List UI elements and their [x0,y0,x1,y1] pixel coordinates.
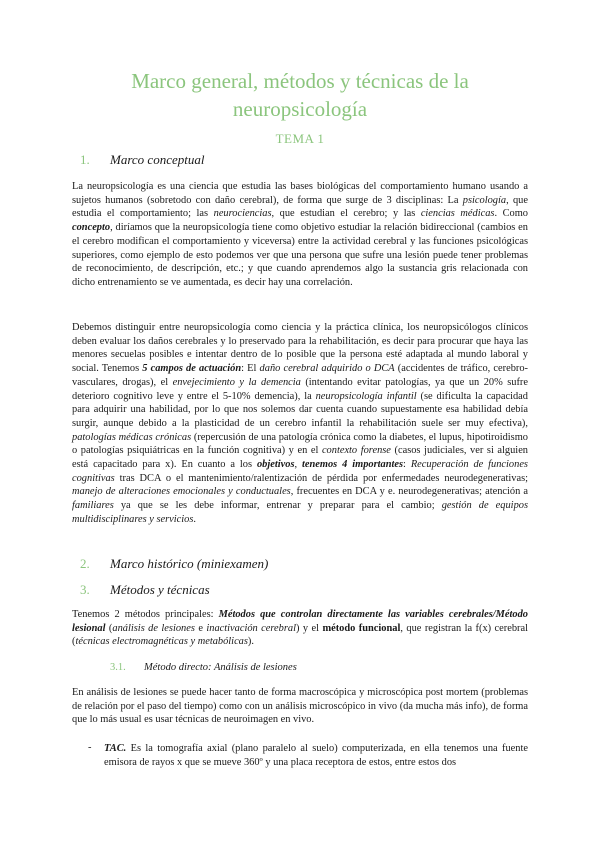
subsection-heading-3-1 [110,662,410,676]
bullet-marker: - [88,742,92,753]
section-heading-2 [80,556,380,574]
document-subtitle: TEMA 1 [275,131,325,146]
subsection-number: 3.1. [110,662,126,673]
document-title-line1: Marco general, métodos y técnicas de la [131,69,469,93]
section-number: 3. [80,582,90,597]
section-number: 2. [80,556,90,571]
paragraph-lesion-analysis: En análisis de lesiones se puede hacer tanto de forma macroscópica y microscópica post mortem (problemas de relación por el paso del tiempo) como con un análisis microscópico in vivo (da mucha más info), de forma que lo más usual es usar técnicas de neuroimagen en vivo. [72,687,528,726]
section-heading-1 [80,152,380,170]
paragraph-fields: Debemos distinguir entre neuropsicología como ciencia y la práctica clínica, los neuropsicólogos clínicos deben evaluar los daños cerebrales y lo preservado para la rehabilitación, es decir para procurar que haya las menores secuelas posibles e intentar dentro de lo posible que la persona esté adaptada al mundo laboral y social. Tenemos 5 campos de actuación: El daño cerebral adquirido o DCA (accidentes de tráfico, cerebro-vasculares, drogas), el envejecimiento y la demencia (intentando evitar patologías, ya que un 20% sufre deterioro cognitivo leve y entre el 5-10% demencia), la neuropsicología infantil (se dificulta la capacidad para adquirir una habilidad, por lo que nos solemos dar cuenta cuando supuestamente esa habilidad debía surgir, aunque debido a la plasticidad de un cerebro infantil la rehabilitación suele ser muy efectiva), patologías médicas crónicas (repercusión de una patología crónica como la diabetes, el lupus, hipotiroidismo o patologías psiquiátricas en la función cognitiva) y en el contexto forense (casos judiciales, ver si alguien está capacitado para x). En cuanto a los objetivos, tenemos 4 importantes: Recuperación de funciones cognitivas tras DCA o el mantenimiento/ralentización de pérdida por enfermedades neurodegenerativas; manejo de alteraciones emocionales y conductuales, frecuentes en DCA y e. neurodegenerativas; atención a familiares ya que se les debe informar, entrenar y preparar para el cambio; gestión de equipos multidisciplinares y servicios. [72,322,529,525]
subsection-label: Método directo: Análisis de lesiones [144,662,297,673]
bullet-item-tac: TAC. Es la tomografía axial (plano paralelo al suelo) computerizada, en ella tenemos una fuente emisora de rayos x que se mueve 360º y una placa receptora de estos, entre estos dos [104,743,528,768]
section-label: Marco histórico (miniexamen) [110,556,269,571]
document-title-line2: neuropsicología [232,97,368,121]
section-heading-3 [80,582,380,600]
paragraph-methods: Tenemos 2 métodos principales: Métodos que controlan directamente las variables cerebrales/Método lesional (análisis de lesiones e inactivación cerebral) y el método funcional, que registran la f(x) cerebral (técnicas electromagnéticas y metabólicas). [72,609,529,648]
section-number: 1. [80,152,90,167]
section-label: Métodos y técnicas [110,582,210,597]
section-label: Marco conceptual [110,152,205,167]
paragraph-definition: La neuropsicología es una ciencia que estudia las bases biológicas del comportamiento humano usando a sujetos humanos (sobretodo con daño cerebral), de forma que surge de 3 disciplinas: La psicología, que estudia el comportamiento; las neurociencias, que estudian el cerebro; y las ciencias médicas. Como concepto, diríamos que la neuropsicología tiene como objetivo estudiar la relación bidireccional (cambios en el cerebro modifican el comportamiento y viceversa) entre la actividad cerebral y las funciones psicológicas superiores, como ejemplo de esto podemos ver que una persona que sufre una lesión puede tener problemas de reconocimiento, de descripción, etc.; y que cuando aprendemos algo la sustancia gris relacionada con dicho entrenamiento se ve aumentada, es decir hay una correlación. [72,181,528,288]
